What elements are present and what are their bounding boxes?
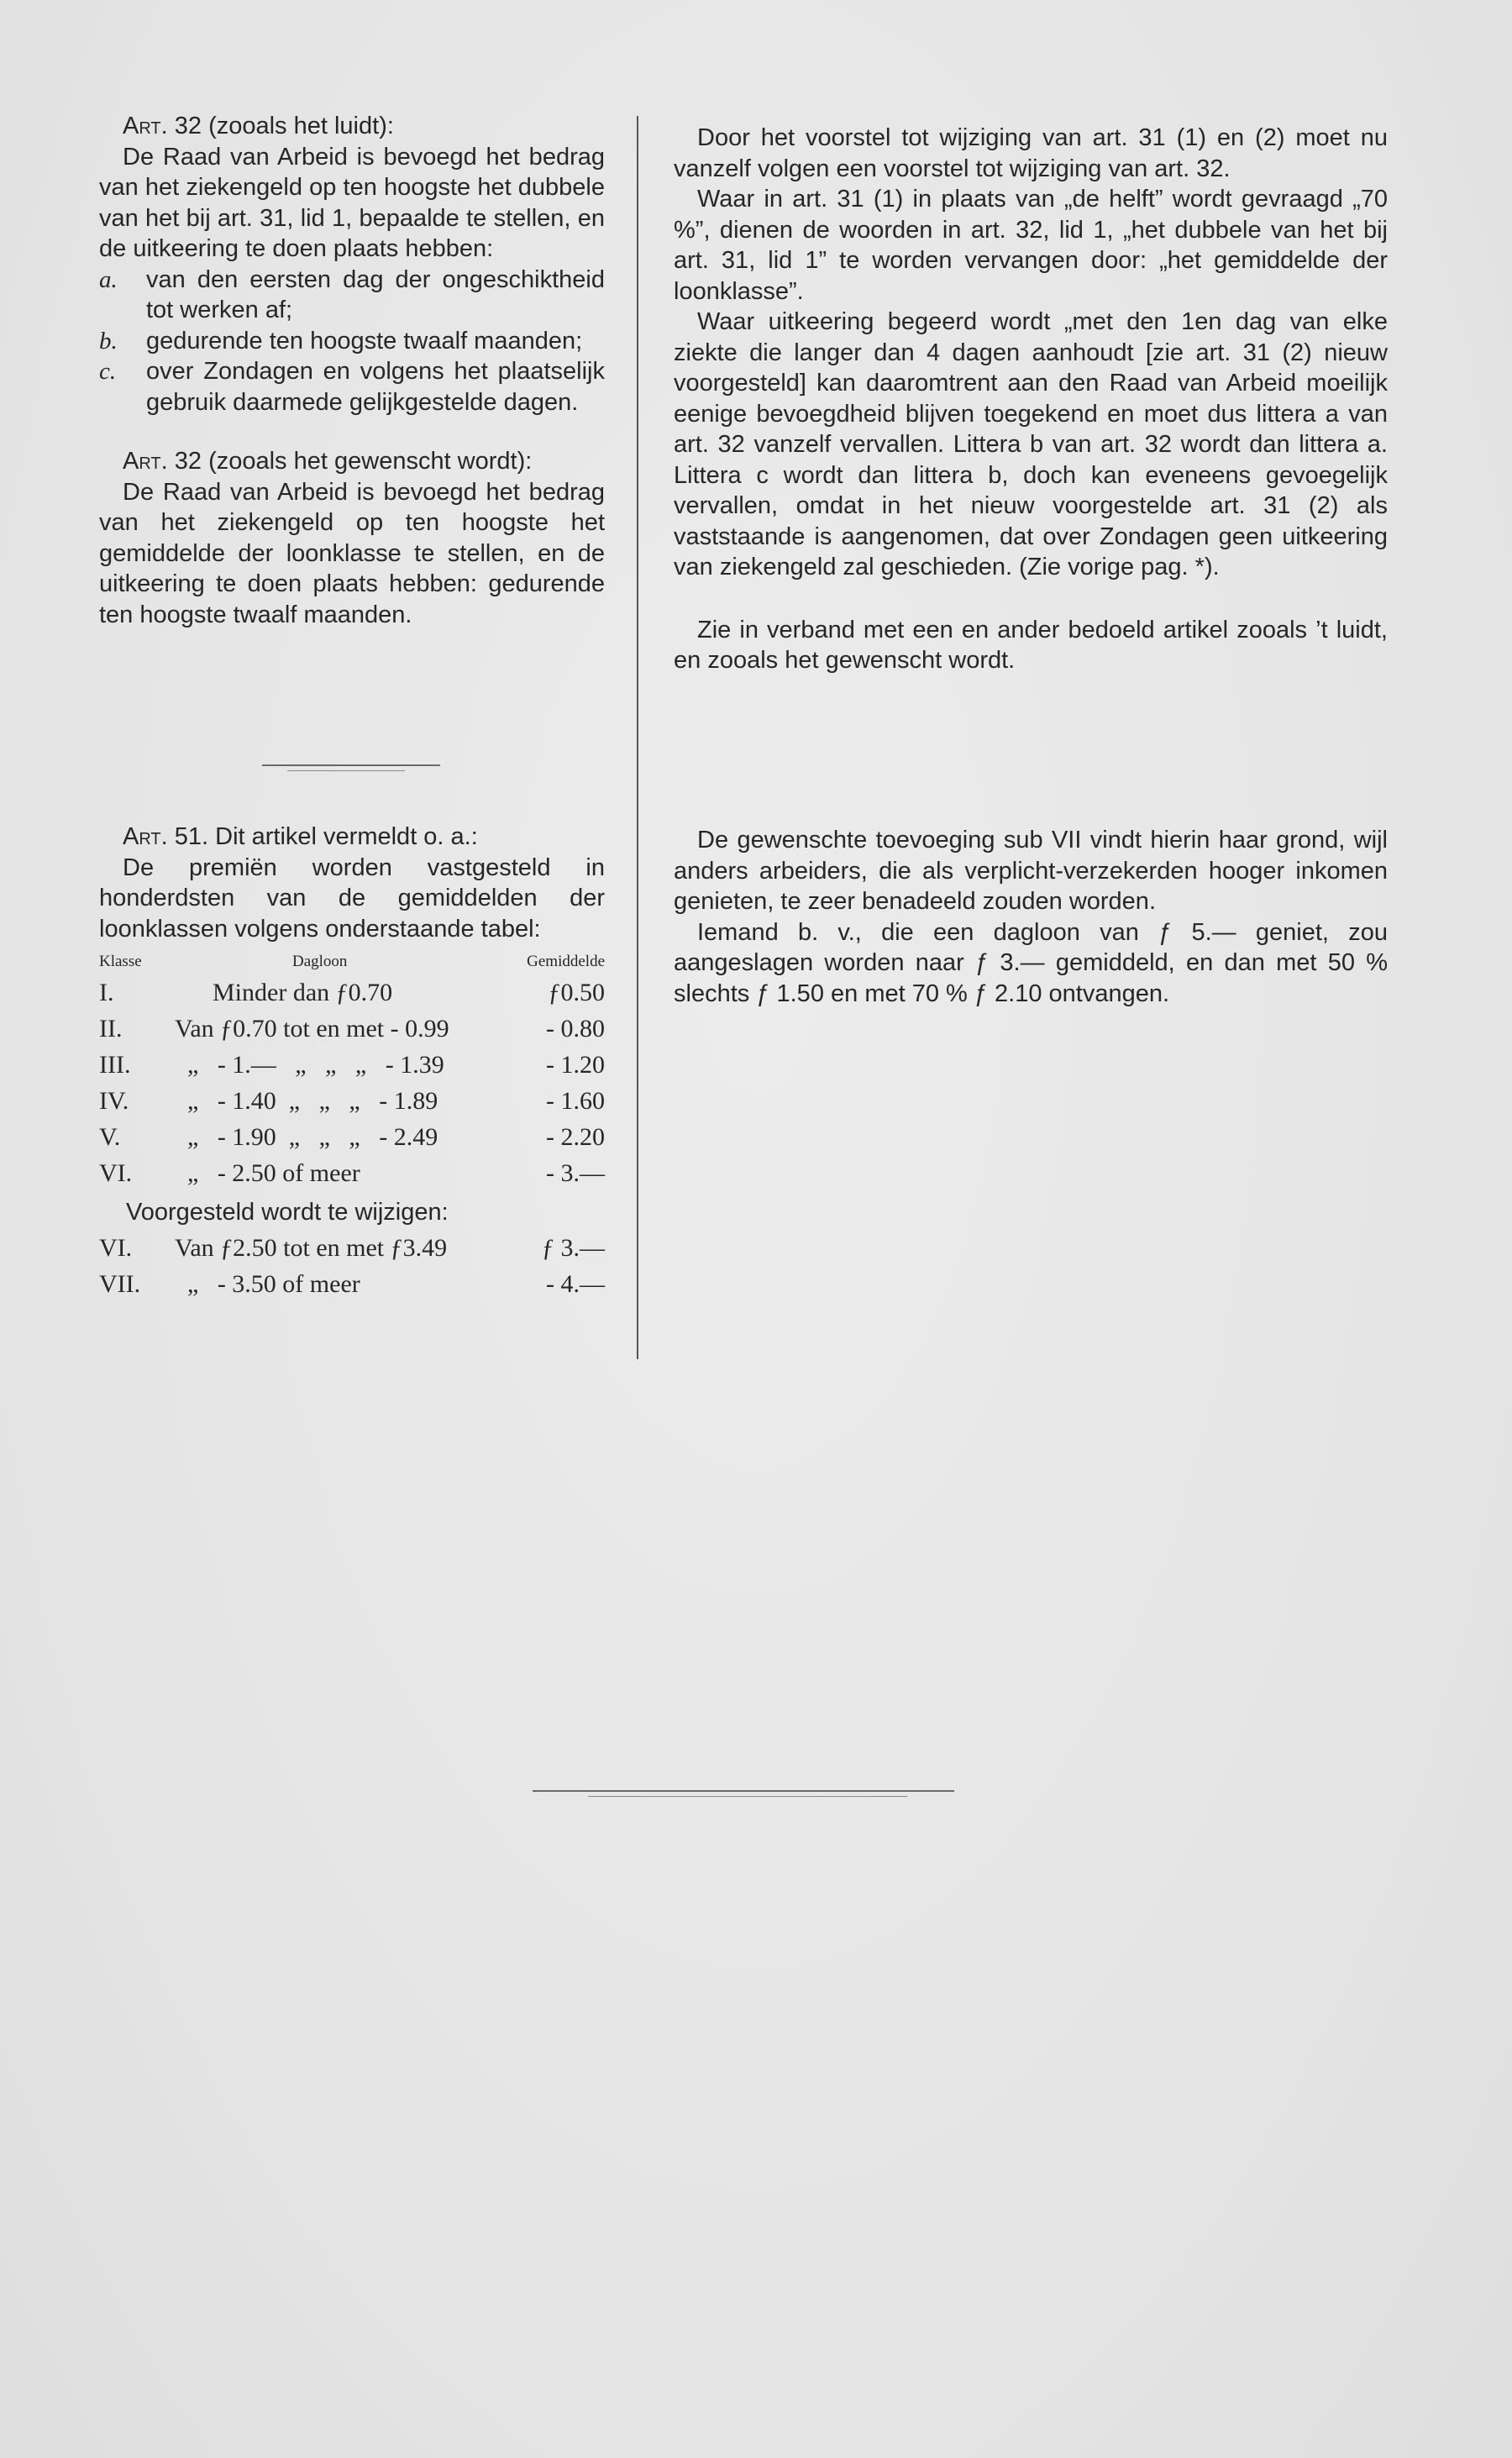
paragraph: Door het voorstel tot wijziging van art. 31 (1) en (2) moet nu vanzelf volgen een voorstel tot wijziging van art. 32. <box>674 124 1388 182</box>
article-51-heading <box>99 822 605 853</box>
table-cell-gemiddelde: - 1.20 <box>546 1051 605 1079</box>
paragraph: Iemand b. v., die een dagloon van ƒ 5.— geniet, zou aangeslagen worden naar ƒ 3.— gemiddeld, en dan met 50 % slechts ƒ 1.50 en met 70 % ƒ 2.10 ontvangen. <box>674 918 1388 1007</box>
premium-table <box>99 949 605 1302</box>
end-divider <box>533 1790 954 1792</box>
table-cell-dagloon: „ - 1.90 „ „ „ - 2.49 <box>175 1123 438 1151</box>
table-header-klasse: Klasse <box>99 953 142 970</box>
table-row <box>99 1083 605 1119</box>
article-51-body: De premiën worden vastgesteld in honderdsten van de gemiddelden der loonklassen volgens onderstaande tabel: <box>99 853 605 943</box>
table-cell-dagloon: Van ƒ2.50 tot en met ƒ3.49 <box>175 1234 448 1262</box>
table-cell-gemiddelde: ƒ0.50 <box>548 979 605 1006</box>
article-32-current-heading <box>99 111 605 142</box>
table-cell-dagloon: „ - 2.50 of meer <box>175 1159 360 1187</box>
table-row <box>99 1011 605 1047</box>
table-cell-gemiddelde: - 3.— <box>546 1159 605 1187</box>
list-item-text: gedurende ten hoogste twaalf maanden; <box>146 327 583 355</box>
table-cell-klasse: III. <box>99 1051 131 1079</box>
table-cell-klasse: V. <box>99 1123 121 1151</box>
article-label: Art. <box>123 823 168 850</box>
column-rule <box>637 116 638 1359</box>
article-heading-text: 51. Dit artikel vermeldt o. a.: <box>167 823 478 850</box>
list-item <box>99 265 605 326</box>
table-row <box>99 974 605 1011</box>
list-item-label: b. <box>99 327 118 355</box>
paragraph: Waar uitkeering begeerd wordt „met den 1en dag van elke ziekte die langer dan 4 dagen aanhoudt [zie art. 31 (2) nieuw voorgesteld] kan daaromtrent aan den Raad van Arbeid moeilijk eenige bevoegdheid blijven toegekend en moet dus littera a van art. 32 vanzelf vervallen. Littera b van art. 32 wordt dan littera a. Littera c wordt dan littera b, doch kan eveneens gevoegelijk vervallen, omdat in het nieuw voorgestelde art. 31 (2) als vaststaande is aangenomen, dat over Zondagen geen uitkeering van ziekengeld zal geschieden. (Zie vorige pag. *). <box>674 308 1388 580</box>
end-divider <box>588 1796 907 1797</box>
left-column-bottom <box>99 822 605 1302</box>
list-item-text: van den eersten dag der ongeschiktheid tot werken af; <box>146 265 605 323</box>
article-label: Art. <box>123 113 168 139</box>
article-heading-text: 32 (zooals het luidt): <box>167 113 394 139</box>
list-item-text: over Zondagen en volgens het plaatselijk gebruik daarmede gelijkgestelde dagen. <box>146 358 605 416</box>
table-cell-dagloon: „ - 3.50 of meer <box>175 1270 360 1298</box>
article-32-current-body: De Raad van Arbeid is bevoegd het bedrag van het ziekengeld op ten hoogste het dubbele van het bij art. 31, lid 1, bepaalde te stellen, en de uitkeering te doen plaats hebben: <box>99 143 605 262</box>
table-cell-gemiddelde: - 4.— <box>546 1270 605 1298</box>
section-divider <box>262 764 440 766</box>
table-cell-dagloon: „ - 1.40 „ „ „ - 1.89 <box>175 1087 438 1115</box>
table-cell-dagloon: „ - 1.— „ „ „ - 1.39 <box>175 1051 444 1079</box>
right-column-bottom <box>674 825 1388 1009</box>
table-cell-gemiddelde: ƒ 3.— <box>542 1234 605 1262</box>
article-label: Art. <box>123 448 168 475</box>
list-item-label: c. <box>99 358 117 385</box>
table-cell-gemiddelde: - 2.20 <box>546 1123 605 1151</box>
list-item <box>99 326 605 357</box>
left-column-top <box>99 111 605 630</box>
table-cell-dagloon: Van ƒ0.70 tot en met - 0.99 <box>175 1015 449 1043</box>
right-column-top <box>674 123 1388 676</box>
table-cell-klasse: IV. <box>99 1087 129 1115</box>
table-row <box>99 1119 605 1155</box>
table-cell-klasse: II. <box>99 1015 123 1043</box>
table-header-dagloon: Dagloon <box>292 953 348 970</box>
proposal-subheading: Voorgesteld wordt te wijzigen: <box>126 1199 449 1226</box>
article-32-desired-heading <box>99 446 605 477</box>
table-cell-klasse: VI. <box>99 1159 133 1187</box>
table-cell-gemiddelde: - 0.80 <box>546 1015 605 1043</box>
article-32-desired-body: De Raad van Arbeid is bevoegd het bedrag van het ziekengeld op ten hoogste het gemiddelde der loonklasse te stellen, en de uitkeering te doen plaats hebben: gedurende ten hoogste twaalf maanden. <box>99 478 605 628</box>
article-heading-text: 32 (zooals het gewenscht wordt): <box>167 448 533 475</box>
section-divider <box>287 770 405 771</box>
table-row <box>99 1230 605 1266</box>
table-row <box>99 1155 605 1191</box>
list-item <box>99 356 605 418</box>
table-row <box>99 1266 605 1302</box>
paragraph: Zie in verband met een en ander bedoeld artikel zooals ’t luidt, en zooals het gewenscht wordt. <box>674 616 1388 674</box>
table-cell-dagloon: Minder dan ƒ0.70 <box>175 979 393 1006</box>
table-cell-gemiddelde: - 1.60 <box>546 1087 605 1115</box>
paragraph: De gewenschte toevoeging sub VII vindt hierin haar grond, wijl anders arbeiders, die als verplicht-verzekerden hooger inkomen genieten, te zeer benadeeld zouden worden. <box>674 827 1388 915</box>
paragraph: Waar in art. 31 (1) in plaats van „de helft” wordt gevraagd „70 %”, dienen de woorden in art. 32, lid 1, „het dubbele van het bij art. 31, lid 1” te worden vervangen door: „het gemiddelde der loonklasse”. <box>674 186 1388 305</box>
table-header-gemiddelde: Gemiddelde <box>527 953 605 970</box>
table-header-row <box>99 949 605 974</box>
table-cell-klasse: VII. <box>99 1270 141 1298</box>
table-cell-klasse: VI. <box>99 1234 133 1262</box>
table-cell-klasse: I. <box>99 979 114 1006</box>
list-item-label: a. <box>99 265 118 293</box>
table-row <box>99 1047 605 1083</box>
